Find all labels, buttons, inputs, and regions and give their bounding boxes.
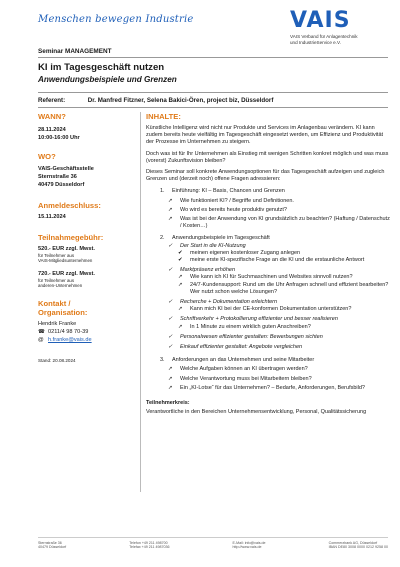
column-divider — [140, 112, 141, 492]
footer-divider — [38, 537, 388, 538]
arrow-icon: ➚ — [168, 206, 173, 213]
divider-referent-top — [38, 92, 388, 93]
contact-phone: 0211/4 98 70-39 — [48, 328, 89, 335]
arrow-icon: ➚ — [178, 274, 183, 281]
venue-line-1: VAIS-Geschäftsstelle — [38, 166, 94, 172]
section-2-number: 2. — [160, 235, 165, 242]
subsection-heading: ✓ Der Start in die KI-Nutzung — [168, 242, 246, 249]
inhalte-heading: INHALTE: — [146, 112, 181, 121]
arrow-icon: ➚ — [178, 323, 183, 330]
fee-other-note-1: für Teilnehmer aus — [38, 277, 75, 283]
list-item: ✔ meinen eigenen kostenloser Zugang anlegen — [178, 249, 301, 256]
footer-web: E-Mail: info@vais.de http://www.vais.de — [232, 541, 266, 550]
page-subtitle: Anwendungsbeispiele und Grenzen — [38, 75, 177, 84]
subsection-heading: ✓ Schriftverkehr + Protokollierung effizienter und besser realisieren — [168, 316, 338, 323]
check-icon: ✓ — [168, 344, 173, 351]
vais-logo — [290, 10, 390, 45]
fee-member-note-1: für Teilnehmer aus — [38, 253, 75, 258]
content-main — [146, 112, 391, 417]
kontakt-heading-2: Organisation: — [38, 307, 88, 317]
check-icon: ✔ — [178, 249, 183, 256]
wann-heading: WANN? — [38, 112, 66, 121]
check-icon: ✓ — [168, 267, 173, 274]
fee-other-amount: 720.- EUR zzgl. Mwst. — [38, 270, 95, 277]
subsection-heading: ✓ Einkauf effizienter gestaltet: Angebote vergleichen — [168, 344, 303, 351]
event-date: 28.11.2024 — [38, 127, 66, 133]
info-sidebar — [38, 112, 138, 363]
divider-top — [38, 57, 388, 58]
list-item: ➚ Welche Aufgaben können an KI übertragen werden? — [168, 366, 308, 373]
fee-member-note-2: VAIS-Mitgliedsunternehmen — [38, 258, 93, 264]
kontakt-heading-1: Kontakt / — [38, 298, 71, 308]
arrow-icon: ➚ — [168, 197, 173, 204]
logo-subtitle-line-2: und IndustrieService e.V. — [290, 39, 341, 45]
section-2-title: Anwendungsbeispiele im Tagesgeschäft — [172, 235, 270, 242]
section-3-heading — [146, 357, 391, 364]
list-item: ➚ Ein „KI-Lotse“ für das Unternehmen? – Bedarfe, Anforderungen, Berufsbild? — [168, 384, 365, 391]
venue-line-3: 40479 Düsseldorf — [38, 182, 85, 188]
contact-name: Hendrik Franke — [38, 320, 77, 327]
subsection-heading: ✓ Marktpräsenz erhöhen — [168, 267, 236, 274]
list-item: ➚ Kann mich KI bei der CE-konformen Dokumentation unterstützen? — [178, 306, 352, 313]
referent-value: Dr. Manfred Fitzner, Selena Bakici-Ören, project biz, Düsseldorf — [87, 97, 274, 104]
list-item: ➚ Wie funktioniert KI? / Begriffe und Definitionen. — [168, 197, 294, 204]
logo-subtitle — [290, 34, 390, 45]
list-item: ➚ Was ist bei der Anwendung von KI grundsätzlich zu beachten? (Haftung / Datenschutz / Kosten…) — [168, 216, 390, 230]
arrow-icon: ➚ — [168, 216, 173, 223]
arrow-icon: ➚ — [168, 366, 173, 373]
check-icon: ✔ — [178, 257, 183, 264]
footer — [38, 541, 388, 550]
arrow-icon: ➚ — [178, 281, 183, 288]
list-item: ➚ 24/7-Kundensupport: Rund um die Uhr Anfragen schnell und effizient bearbeiten? Wer nutzt schon welche Lösungen? — [178, 281, 389, 295]
intro-paragraph-1: Künstliche Intelligenz wird nicht nur Produkte und Services im Anlagenbau verändern. KI kann zudem bereits heute vielfältig im Tagesgeschäft eingesetzt werden, um Effizienz und Produktivität der Prozesse im Unternehmen zu steigern. — [146, 125, 384, 146]
arrow-icon: ➚ — [168, 375, 173, 382]
contact-phone-row — [38, 328, 138, 336]
check-icon: ✓ — [168, 333, 173, 340]
teilnehmerkreis-heading: Teilnehmerkreis: — [146, 400, 190, 407]
subsection-heading: ✓ Recherche + Dokumentation erleichtern — [168, 299, 278, 306]
section-3-title: Anforderungen an das Unternehmen und seine Mitarbeiter — [172, 357, 315, 364]
page-title: KI im Tagesgeschäft nutzen — [38, 62, 165, 73]
intro-paragraph-2: Doch was ist für Ihr Unternehmen als Einstieg mit wenigen Schritten konkret möglich und was muss (vorerst) Zukunftsvision bleiben? — [146, 150, 389, 164]
list-item: ✔ meine erste KI-spezifische Frage an die KI und die erstaunliche Antwort — [178, 257, 365, 264]
contact-email-row — [38, 336, 138, 344]
footer-address: Sternstraße 36 40479 Düsseldorf — [38, 541, 67, 550]
referent-label: Referent: — [38, 97, 66, 104]
tagline: Menschen bewegen Industrie — [38, 14, 194, 25]
stand-date: Stand: 20.08.2024 — [38, 357, 76, 363]
section-3-number: 3. — [160, 357, 165, 364]
fee-other-note-2: anderen-Unternehmen — [38, 283, 83, 289]
arrow-icon: ➚ — [178, 306, 183, 313]
list-item: ➚ In 1 Minute zu einem wirklich guten Anschreiben? — [178, 323, 311, 330]
divider-referent-bottom — [38, 107, 388, 108]
check-icon: ✓ — [168, 316, 173, 323]
event-time: 10:00-16:00 Uhr — [38, 135, 80, 141]
fee-heading: Teilnahmegebühr: — [38, 233, 104, 242]
list-item: ➚ Welche Verantwortung muss bei Mitarbeitern bleiben? — [168, 375, 312, 382]
anmeldeschluss-heading: Anmeldeschluss: — [38, 201, 101, 210]
arrow-icon: ➚ — [168, 384, 173, 391]
section-1-title: Einführung: KI – Basis, Chancen und Grenzen — [172, 188, 285, 195]
subsection-heading: ✓ Personalwesen effizienter gestalten: Bewerbungen sichten — [168, 333, 323, 340]
list-item: ➚ Wo wird es bereits heute produktiv genutzt? — [168, 206, 287, 213]
list-item: ➚ Wie kann ich KI für Suchmaschinen und Websites sinnvoll nutzen? — [178, 274, 353, 281]
venue-line-2: Sternstraße 36 — [38, 174, 77, 180]
fee-member-amount: 520.- EUR zzgl. Mwst. — [38, 246, 95, 252]
anmeldeschluss-date: 15.11.2024 — [38, 214, 66, 220]
check-icon: ✓ — [168, 299, 173, 306]
contact-email-link[interactable]: h.franke@vais.de — [48, 336, 92, 343]
phone-icon: ☎ — [38, 328, 45, 335]
email-icon: @ — [38, 336, 44, 343]
wo-heading: WO? — [38, 152, 56, 161]
check-icon: ✓ — [168, 242, 173, 249]
footer-phone: Telefon +49 211 498700 Telefax +49 211 4987036 — [129, 541, 170, 550]
logo-subtitle-line-1: VAIS Verband für Anlagentechnik — [290, 34, 358, 39]
teilnehmerkreis-text: Verantwortliche in den Bereichen Unternehmensentwicklung, Personal, Qualitätssicherung — [146, 409, 367, 416]
logo-wordmark: VAIS — [290, 8, 351, 33]
seminar-category: Seminar MANAGEMENT — [38, 48, 112, 55]
section-1-heading — [146, 188, 391, 195]
section-2-heading — [146, 235, 391, 242]
intro-paragraph-3: Dieses Seminar soll konkrete Anwendungsoptionen für das Tagesgeschäft aufzeigen und zugleich Grenzen und (derzeit noch) offene Fragen adressieren: — [146, 169, 385, 183]
referent-line — [38, 97, 273, 104]
footer-bank: Commerzbank AG, Düsseldorf IBAN DE80 3008 0000 0212 9258 00 — [328, 541, 388, 550]
section-1-number: 1. — [160, 188, 165, 195]
